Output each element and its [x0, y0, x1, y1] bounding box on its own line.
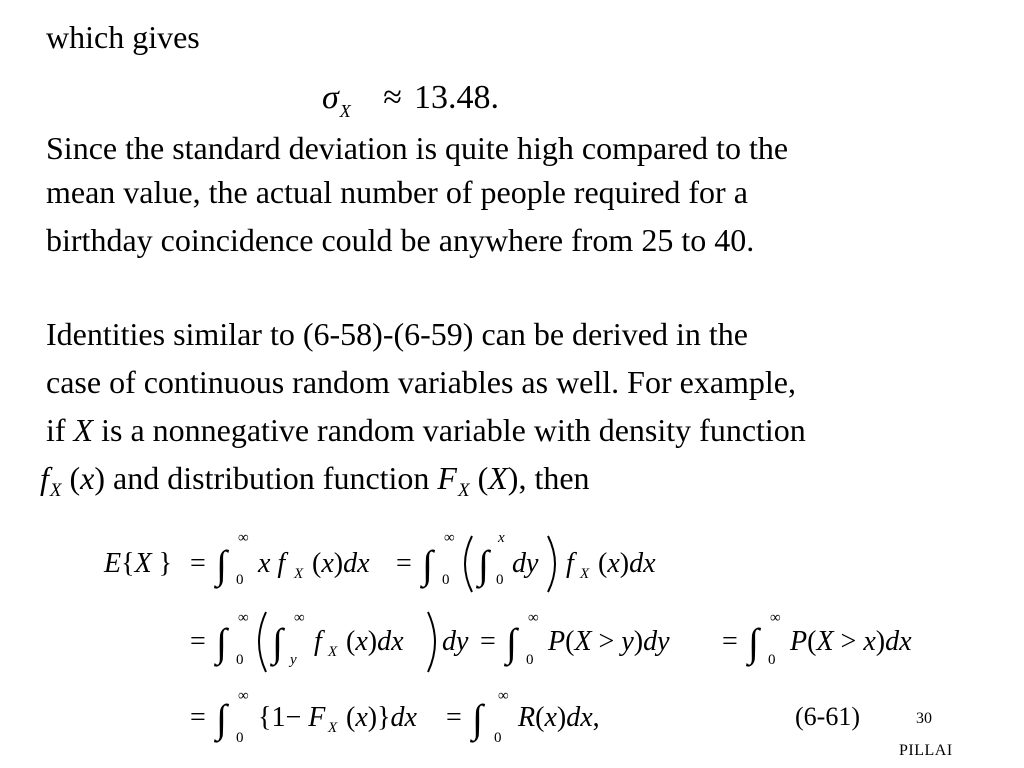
svg-text:dy: dy	[512, 548, 539, 579]
svg-text:f: f	[566, 548, 574, 579]
svg-text:∫: ∫	[478, 542, 489, 587]
svg-text:=: =	[480, 626, 496, 657]
svg-text:f: f	[314, 626, 322, 657]
svg-text:X: X	[580, 566, 590, 582]
svg-text:P(X > y)dy: P(X > y)dy	[548, 626, 670, 657]
F-subscript: X	[457, 480, 470, 501]
svg-text:0: 0	[236, 730, 244, 746]
svg-text:0: 0	[236, 572, 244, 588]
equation-reference: (6-61)	[795, 702, 860, 731]
svg-text:=: =	[190, 548, 206, 579]
svg-text:∫: ∫	[748, 620, 759, 665]
svg-text:∞: ∞	[528, 610, 539, 626]
equation-row-3	[190, 688, 600, 746]
svg-text:∞: ∞	[238, 610, 249, 626]
svg-text:(x)}dx: (x)}dx	[346, 702, 417, 733]
svg-text:∫: ∫	[216, 696, 227, 741]
svg-text:(x)dx: (x)dx	[598, 548, 656, 579]
svg-text:∫: ∫	[216, 620, 227, 665]
svg-text:=: =	[190, 702, 206, 733]
sigma-symbol: σ	[322, 79, 339, 116]
svg-text:dy: dy	[442, 626, 469, 657]
svg-text:∞: ∞	[238, 688, 249, 704]
sigma-result	[322, 78, 499, 122]
svg-text:∞: ∞	[238, 530, 249, 546]
paragraph-2-line-1: Identities similar to (6-58)-(6-59) can be derived in the	[46, 316, 748, 352]
paragraph-2-line-4: $f_X$ (x) and distribution function $F_X$ (X), then	[40, 460, 590, 501]
svg-text:R(x)dx,: R(x)dx,	[518, 702, 600, 733]
svg-text:x f: x f	[258, 548, 286, 579]
expectation-equation	[0, 520, 1024, 768]
svg-text:∫: ∫	[272, 620, 283, 665]
equation-row-1	[103, 530, 656, 592]
svg-text:∫: ∫	[506, 620, 517, 665]
author-footer: PILLAI	[899, 742, 953, 759]
svg-text:x: x	[498, 530, 505, 546]
svg-text:=: =	[396, 548, 412, 579]
svg-text:(x)dx: (x)dx	[312, 548, 370, 579]
svg-text:y: y	[290, 652, 297, 668]
svg-text:=: =	[722, 626, 738, 657]
svg-text:X: X	[328, 644, 338, 660]
svg-text:0: 0	[768, 652, 776, 668]
svg-text:(x)dx: (x)dx	[346, 626, 404, 657]
svg-text:0: 0	[236, 652, 244, 668]
svg-text:0: 0	[442, 572, 450, 588]
svg-text:0: 0	[496, 572, 504, 588]
svg-text:∞: ∞	[444, 530, 455, 546]
svg-text:X: X	[328, 720, 338, 736]
paragraph-1-line-1: Since the standard deviation is quite high compared to the	[46, 130, 789, 166]
paragraph-2-line-2: case of continuous random variables as well. For example,	[46, 364, 796, 400]
svg-text:=: =	[190, 626, 206, 657]
svg-text:∞: ∞	[770, 610, 781, 626]
approx-symbol: ≈	[383, 79, 402, 116]
svg-text:∞: ∞	[498, 688, 509, 704]
paragraph-1-line-2: mean value, the actual number of people required for a	[46, 174, 748, 210]
sigma-subscript: X	[339, 101, 351, 121]
svg-text:P(X > x)dx: P(X > x)dx	[790, 626, 912, 657]
paragraph-1-line-3: birthday coincidence could be anywhere from 25 to 40.	[46, 222, 755, 258]
intro-text: which gives	[46, 19, 200, 55]
svg-text:=: =	[446, 702, 462, 733]
svg-text:X: X	[294, 566, 304, 582]
svg-text:0: 0	[526, 652, 534, 668]
sigma-value: 13.48.	[413, 79, 499, 116]
svg-text:0: 0	[494, 730, 502, 746]
svg-text:∫: ∫	[422, 542, 433, 587]
svg-text:∫: ∫	[216, 542, 227, 587]
equation-row-2	[190, 610, 912, 672]
svg-text:∞: ∞	[294, 610, 305, 626]
svg-text:E{X }: E{X }	[104, 548, 173, 579]
paragraph-2-line-3: if X is a nonnegative random variable with density function	[46, 412, 806, 448]
svg-text:∫: ∫	[472, 696, 483, 741]
svg-text:{1− F: {1− F	[258, 702, 326, 733]
page-number: 30	[916, 710, 932, 727]
